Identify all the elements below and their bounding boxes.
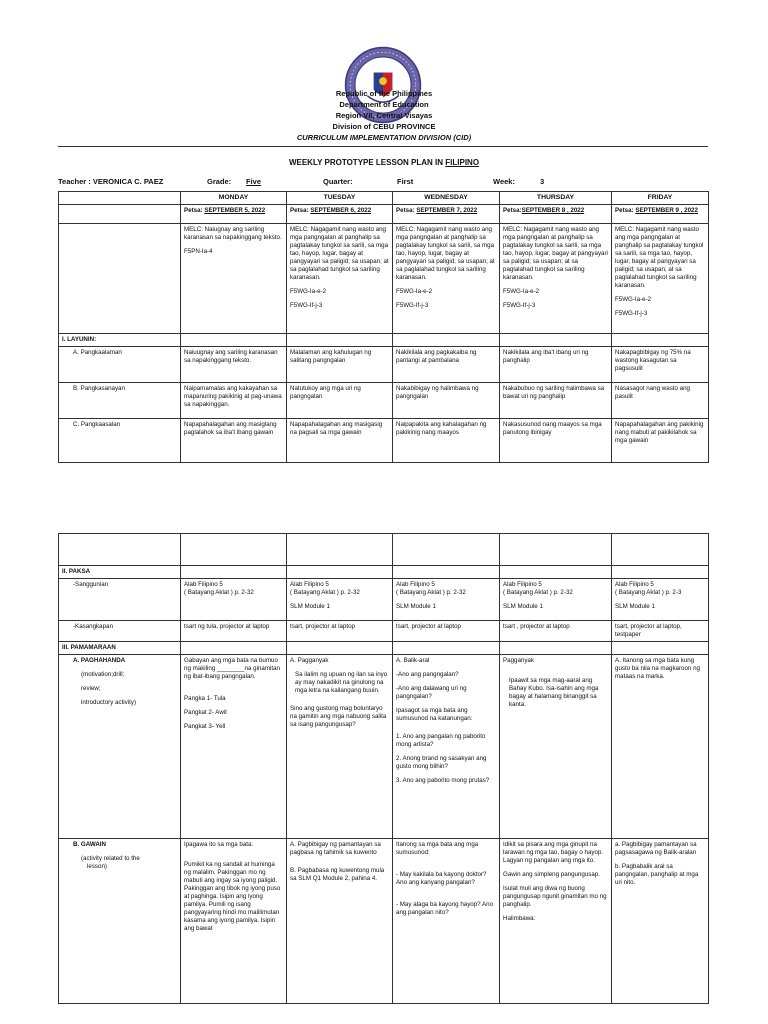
paghahanda-cell: Gabayan ang mga bata na bumuo ng makiling ________na ginamitan ng ibat-ibang pangngalan. Pangka 1- Tula Pangkat 2- Awit Pangkat 3- Yell bbox=[181, 655, 287, 839]
day-tuesday: TUESDAY bbox=[287, 192, 393, 205]
section-pamamaraan: III. PAMAMARAAN bbox=[59, 642, 181, 655]
date-cell: Petsa: SEPTEMBER 5, 2022 bbox=[181, 205, 287, 224]
date-cell: Petsa:SEPTEMBER 8 , 2022 bbox=[500, 205, 612, 224]
melc-cell: MELC: Nagagamit nang wasto ang mga pangngalan at panghalip sa pagtalakay tungkol sa sarili, sa mga tao, hayop, lugar, bagay at pangyayari sa paligid; sa usapan; at sa paglalahad tungkol sa sariling karanasan. F5WG-Ia-e-2 F5WG-If-j-3 bbox=[287, 224, 393, 334]
section-paksa: II. PAKSA bbox=[59, 566, 181, 579]
kagamitan-cell: tsart, projector at laptop bbox=[287, 621, 393, 642]
kagamitan-cell: tsart, projector at laptop, testpaper bbox=[612, 621, 709, 642]
paghahanda-cell: Pagganyak Ipaawit sa mga mag-aaral ang Bahay Kubo. Isa-isahin ang mga bagay at halamang binanggit sa kanta. bbox=[500, 655, 612, 839]
layunin-cell: Naipamamalas ang kakayahan sa mapanuring pakikinig at pag-unawa sa napakinggan. bbox=[181, 383, 287, 419]
gawain-cell: Ipagawa ito sa mga bata: Pumikit ka ng sandali at huminga ng malalim. Pakinggan mo ng mabuti ang ingay sa iyong paligid. Pakinggan ang tibok ng iyong puso at paghinga. Isipin ang iyong pamilya. Pumili ng isang pangyayaring hindi mo malilimutan kasama ang iyong pamilya. Isipin ang bawat bbox=[181, 839, 287, 1004]
header-cid: CURRICULUM IMPLEMENTATION DIVISION (CID) bbox=[296, 133, 472, 142]
section-layunin: I. LAYUNIN: bbox=[59, 334, 181, 347]
week-label: Week: bbox=[493, 177, 515, 186]
row-label-pangkasanayan: B. Pangkasanayan bbox=[59, 383, 181, 419]
day-monday: MONDAY bbox=[181, 192, 287, 205]
quarter-value: First bbox=[397, 177, 414, 186]
layunin-cell: Nasasagot nang wasto ang pasulit bbox=[612, 383, 709, 419]
week-value: 3 bbox=[540, 177, 545, 186]
gawain-cell: A. Pagbibigay ng pamantayan sa pagbasa ng tahimik sa kuwento B. Pagbabasa ng kuwentong mula sa SLM Q1 Module 2, pahina 4. bbox=[287, 839, 393, 1004]
gawain-cell: Itanong sa mga bata ang mga sumusunod: - May kakilala ba kayong doktor? Ano ang kanyang pangalan? - May alaga ba kayong hayop? Ano ang pangalan nito? bbox=[393, 839, 500, 1004]
header-divider bbox=[58, 146, 708, 147]
layunin-cell: Naipapakita ang kahalagahan ng pakikinig nang maayos bbox=[393, 419, 500, 463]
row-label-sanggunian: -Sanggunian bbox=[59, 579, 181, 621]
sanggunian-cell: Alab Filipino 5 ( Batayang Aklat ) p. 2-32 SLM Module 1 bbox=[393, 579, 500, 621]
layunin-cell: Nakabubuo ng sariling halimbawa sa bawat uri ng panghalip bbox=[500, 383, 612, 419]
layunin-cell: Nakabibigay ng halimbawa ng pangngalan bbox=[393, 383, 500, 419]
layunin-cell: Natutukoy ang mga uri ng pangngalan bbox=[287, 383, 393, 419]
teacher-name: Teacher : VERONICA C. PAEZ bbox=[58, 177, 164, 186]
row-label-pangkaasalan: C. Pangkaasalan bbox=[59, 419, 181, 463]
row-label-kasangkapan: -Kasangkapan bbox=[59, 621, 181, 642]
melc-cell: MELC: Naiugnay ang sariling karanasan sa napakinggang teksto. F5PN-Ia-4 bbox=[181, 224, 287, 334]
kagamitan-cell: tsart, projector at laptop bbox=[393, 621, 500, 642]
sanggunian-cell: Alab Filipino 5 ( Batayang Aklat ) p. 2-32 SLM Module 1 bbox=[500, 579, 612, 621]
header-country: Republic of the Philippines bbox=[335, 89, 433, 98]
layunin-cell: Nakikilala ang pagkakaiba ng pantangi at pambalana bbox=[393, 347, 500, 383]
sanggunian-cell: Alab Filipino 5 ( Batayang Aklat ) p. 2-3 SLM Module 1 bbox=[612, 579, 709, 621]
day-wednesday: WEDNESDAY bbox=[393, 192, 500, 205]
date-cell: Petsa: SEPTEMBER 9 , 2022 bbox=[612, 205, 709, 224]
layunin-cell: Napapahalagahan ang pakikinig nang mabuti at pakikilahok sa mga gawain bbox=[612, 419, 709, 463]
document-title: WEEKLY PROTOTYPE LESSON PLAN IN FILIPINO bbox=[288, 158, 480, 167]
lesson-plan-table-1 bbox=[58, 191, 709, 463]
title-subject: FILIPINO bbox=[445, 158, 480, 167]
melc-cell: MELC: Nagagamit nang wasto ang mga pangngalan at panghalip sa pagtalakay tungkol sa sarili, sa mga tao, hayop, lugar, bagay at pangyayari sa paligid; sa usapan; at sa paglalahad tungkol sa sariling karanasan. F5WG-Ia-e-2 F5WG-If-j-3 bbox=[612, 224, 709, 334]
date-cell: Petsa: SEPTEMBER 7, 2022 bbox=[393, 205, 500, 224]
sanggunian-cell: Alab Filipino 5 ( Batayang Aklat ) p. 2-32 SLM Module 1 bbox=[287, 579, 393, 621]
day-thursday: THURSDAY bbox=[500, 192, 612, 205]
header-division: Division of CEBU PROVINCE bbox=[332, 122, 436, 131]
gawain-cell: a. Pagbibigay pamantayan sa pagsasagawa ng Balik-aralan b. Pagbabalik aral sa pangngalan, panghalip at mga uri nito. bbox=[612, 839, 709, 1004]
sanggunian-cell: Alab Filipino 5 ( Batayang Aklat ) p. 2-32 bbox=[181, 579, 287, 621]
grade-label: Grade: bbox=[207, 177, 232, 186]
quarter-label: Quarter: bbox=[323, 177, 353, 186]
melc-cell: MELC: Nagagamit nang wasto ang mga pangngalan at panghalip sa pagtalakay tungkol sa sarili, sa mga tao, hayop, lugar, bagay at pangyayari sa paligid; sa usapan; at sa paglalahad tungkol sa sariling karanasan. F5WG-Ia-e-2 F5WG-If-j-3 bbox=[500, 224, 612, 334]
kagamitan-cell: tsart ng tula, projector at laptop bbox=[181, 621, 287, 642]
header-department: Department of Education bbox=[339, 100, 429, 109]
paghahanda-cell: A. Balik-aral -Ano ang pangngalan? -Ano ang dalawang uri ng pangngalan? Ipasagot sa mga bata ang sumusunod na katanungan: 1. Ano ang pangalan ng paborito mong artista? 2. Anong brand ng sasakyan ang gusto mong bilhin? 3. Ano ang paborito mong prutas? bbox=[393, 655, 500, 839]
layunin-cell: Nakikilala ang iba't ibang uri ng panghalip bbox=[500, 347, 612, 383]
kagamitan-cell: tsart , projector at laptop bbox=[500, 621, 612, 642]
layunin-cell: Napapahalagahan ang masigasig na pagsali sa mga gawain bbox=[287, 419, 393, 463]
layunin-cell: Malalaman ang kahulugan ng salitang pangngalan bbox=[287, 347, 393, 383]
paghahanda-cell: A. Itanong sa mga bata kung gusto ba nila na magkaroon ng mataas na marka. bbox=[612, 655, 709, 839]
layunin-cell: Nakasusunod nang maayos sa mga panutong ibinigay bbox=[500, 419, 612, 463]
row-label-gawain: B. GAWAIN (activity related to the lesson) bbox=[59, 839, 181, 1004]
row-label-pangkaalaman: A. Pangkaalaman bbox=[59, 347, 181, 383]
date-cell: Petsa: SEPTEMBER 6, 2022 bbox=[287, 205, 393, 224]
layunin-cell: Naiuugnay ang sariling karanasan sa napakinggang teksto. bbox=[181, 347, 287, 383]
day-friday: FRIDAY bbox=[612, 192, 709, 205]
layunin-cell: Napapahalagahan ang masiglang paglalahok sa iba't ibang gawain bbox=[181, 419, 287, 463]
row-label-paghahanda: A. PAGHAHANDA (motivation;drill; review; introductory activity) bbox=[59, 655, 181, 839]
gawain-cell: Idikit sa pisara ang mga ginupit na larawan ng mga tao, bagay o hayop. Lagyan ng pangalan ang mga ito. Gawin ang simpleng pangungusap. Isulat muli ang diwa ng buong pangungusap ngunit ginamitan mo ng panghalip. Halimbawa: bbox=[500, 839, 612, 1004]
layunin-cell: Nakapagbibigay ng 75% na wastong kasagutan sa pagsusulit bbox=[612, 347, 709, 383]
lesson-plan-table-2 bbox=[58, 533, 709, 1004]
paghahanda-cell: A. Pagganyak Sa ilalim ng upuan ng ilan sa inyo ay may nakadikit na ginulong na mga letra na kailangang buuin. Sino ang gustong mag boluntaryo na gamitin ang mga nabuong salita sa isang pangungusap? bbox=[287, 655, 393, 839]
header-region: Region VII, Central Visayas bbox=[335, 111, 433, 120]
grade-value: Five bbox=[246, 177, 262, 186]
melc-cell: MELC: Nagagamit nang wasto ang mga pangngalan at panghalip sa pagtalakay tungkol sa sarili, sa mga tao, hayop, lugar, bagay at pangyayari sa paligid; sa usapan; at sa paglalahad tungkol sa sariling karanasan. F5WG-Ia-e-2 F5WG-If-j-3 bbox=[393, 224, 500, 334]
